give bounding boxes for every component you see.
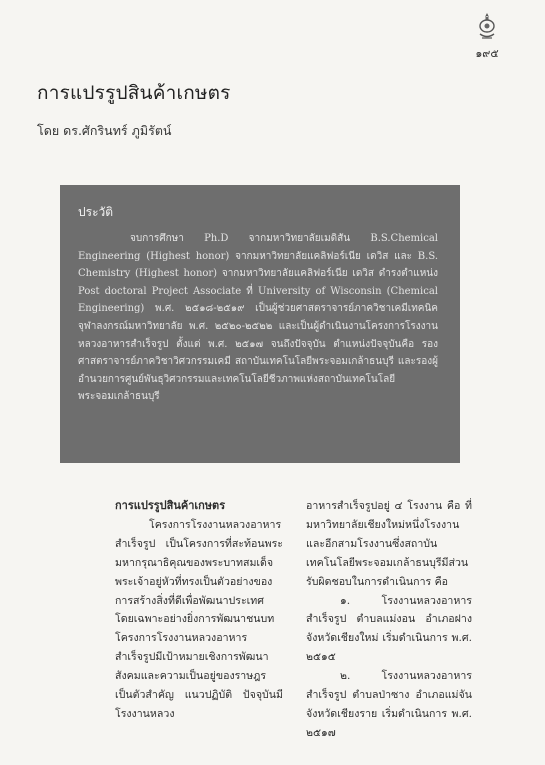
article-title: การแปรรูปสินค้าเกษตร — [37, 82, 231, 104]
bio-heading: ประวัติ — [78, 205, 114, 219]
body-column-left — [115, 497, 283, 724]
bio-text: จบการศึกษา Ph.D จากมหาวิทยาลัยเมดิสัน B.S.Chemical Engineering (Highest honor) จากมหาวิทยาลัยแคลิฟอร์เนีย เดวิส และ B.S. Chemistry (Highest honor) จากมหาวิทยาลัยแคลิฟอร์เนีย เดวิส ดำรงตำแหน่ง Post doctoral Project Associate ที่ University of Wisconsin (Chemical Engineering) พ.ศ. ๒๕๑๘-๒๕๑๙ เป็นผู้ช่วยศาสตราจารย์ภาควิชาเคมีเทคนิค จุฬาลงกรณ์มหาวิทยาลัย พ.ศ. ๒๕๒๐-๒๕๒๒ และเป็นผู้ดำเนินงานโครงการโรงงานหลวงอาหารสำเร็จรูป ตั้งแต่ พ.ศ. ๒๕๑๗ จนถึงปัจจุบัน ตำแหน่งปัจจุบันคือ รองศาสตราจารย์ภาควิชาวิศวกรรมเคมี สถาบันเทคโนโลยีพระจอมเกล้าธนบุรี และรองผู้อำนวยการศูนย์พันธุวิศวกรรมและเทคโนโลยีชีวภาพแห่งสถาบันเทคโนโลยีพระจอมเกล้าธนบุรี — [78, 233, 438, 403]
list-item: ๒. โรงงานหลวงอาหารสำเร็จรูป ตำบลป่าซาง อำเภอแม่จัน จังหวัดเชียงราย เริ่มดำเนินการ พ.ศ. ๒๕๑๗ — [306, 670, 472, 739]
body-paragraph: อาหารสำเร็จรูปอยู่ ๔ โรงงาน คือ ที่มหาวิทยาลัยเชียงใหม่หนึ่งโรงงาน และอีกสามโรงงานซึ่งสถาบันเทคโนโลยีพระจอมเกล้าธนบุรีมีส่วนรับผิดชอบในการดำเนินการ คือ — [306, 500, 472, 588]
body-paragraph: โครงการโรงงานหลวงอาหารสำเร็จรูป เป็นโครงการที่สะท้อนพระมหากรุณาธิคุณของพระบาทสมเด็จพระเจ้าอยู่หัวที่ทรงเป็นตัวอย่างของการสร้างสิ่งที่ดีเพื่อพัฒนาประเทศ โดยเฉพาะอย่างยิ่งการพัฒนาชนบท โครงการโรงงานหลวงอาหารสำเร็จรูปมีเป้าหมายเชิงการพัฒนาสังคมและความเป็นอยู่ของราษฎรเป็นตัวสำคัญ แนวปฏิบัติ ปัจจุบันมีโรงงานหลวง — [115, 518, 283, 720]
author-bio-box — [60, 185, 460, 463]
article-byline: โดย ดร.ศักรินทร์ ภูมิรัตน์ — [37, 123, 172, 138]
page-number: ๑๙๕ — [475, 47, 499, 60]
royal-emblem-icon — [476, 12, 498, 42]
list-item: ๑. โรงงานหลวงอาหารสำเร็จรูป ตำบลแม่งอน อำเภอฝาง จังหวัดเชียงใหม่ เริ่มดำเนินการ พ.ศ. ๒๕๑๕ — [306, 594, 472, 664]
body-column-right — [306, 497, 472, 743]
section-heading: การแปรรูปสินค้าเกษตร — [115, 499, 226, 512]
